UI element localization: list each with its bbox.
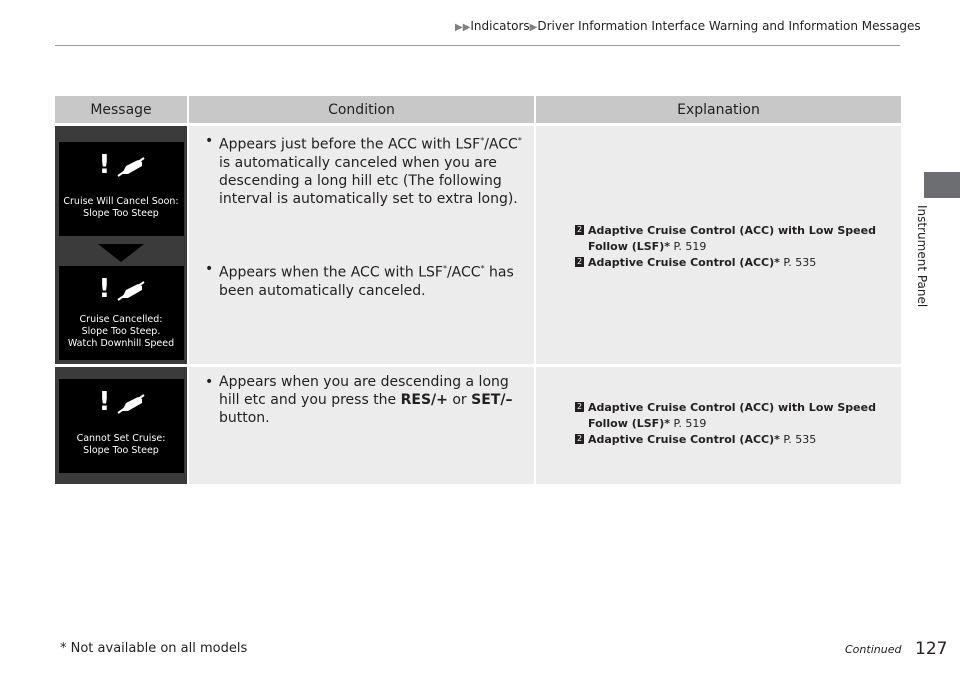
table-row (55, 367, 901, 484)
header-divider (55, 45, 900, 46)
down-arrow-icon (98, 244, 144, 262)
chapter-label: Instrument Panel (915, 205, 929, 308)
message-images (55, 126, 188, 364)
footnote: * Not available on all models (60, 641, 248, 656)
exclamation-icon: ! (98, 274, 111, 304)
column-header-message: Message (55, 96, 188, 123)
condition-cell (188, 126, 535, 364)
reference-link[interactable]: 2 Adaptive Cruise Control (ACC)* P. 535 (576, 256, 817, 269)
screen-slope-warning: ! Cruise Will Cancel Soon: Slope Too Steep (59, 142, 184, 236)
breadcrumb-section[interactable]: Driver Information Interface Warning and Information Messages (537, 19, 921, 33)
screen-cannot-set-cruise: ! Cannot Set Cruise: Slope Too Steep (59, 379, 184, 473)
reference-icon: 2 (576, 225, 583, 234)
reference-link[interactable]: 2 Adaptive Cruise Control (ACC)* P. 535 (576, 433, 817, 446)
reference-icon: 2 (576, 434, 583, 443)
arrow-icon: ▶ (529, 22, 538, 33)
arrow-icon: ▶▶ (455, 22, 471, 33)
explanation-cell (535, 367, 901, 484)
reference-icon: 2 (576, 257, 583, 266)
reference-icon: 2 (576, 402, 583, 411)
car-slope-icon (116, 154, 146, 180)
message-table (55, 96, 901, 484)
table-header-row (55, 96, 901, 123)
car-slope-icon (116, 278, 146, 304)
breadcrumb (455, 19, 921, 33)
continued-label: Continued (845, 643, 902, 656)
explanation-cell (535, 126, 901, 364)
condition-text: • Appears just before the ACC with LSF*/ACC* is automatically canceled when you are descending a long hill etc (The following interval is automatically set to extra long). (205, 132, 526, 260)
exclamation-icon: ! (98, 387, 111, 417)
condition-text: • Appears when you are descending a long hill etc and you press the RES/+ or SET/– button. (205, 373, 526, 427)
chapter-tab (924, 172, 960, 198)
exclamation-icon: ! (98, 150, 111, 180)
screen-cruise-cancelled: ! Cruise Cancelled: Slope Too Steep. Watch Downhill Speed (59, 266, 184, 360)
column-header-explanation: Explanation (535, 96, 901, 123)
reference-link[interactable]: 2 Adaptive Cruise Control (ACC) with Low Speed Follow (LSF)* P. 519 (576, 401, 876, 430)
table-row (55, 126, 901, 364)
column-header-condition: Condition (188, 96, 535, 123)
reference-link[interactable]: 2 Adaptive Cruise Control (ACC) with Low Speed Follow (LSF)* P. 519 (576, 224, 876, 253)
car-slope-icon (116, 391, 146, 417)
condition-text: • Appears when the ACC with LSF*/ACC* has been automatically canceled. (205, 260, 526, 300)
breadcrumb-indicators[interactable]: Indicators (470, 19, 530, 33)
condition-cell (188, 367, 535, 484)
message-images (55, 367, 188, 484)
page-number: 127 (915, 639, 948, 659)
